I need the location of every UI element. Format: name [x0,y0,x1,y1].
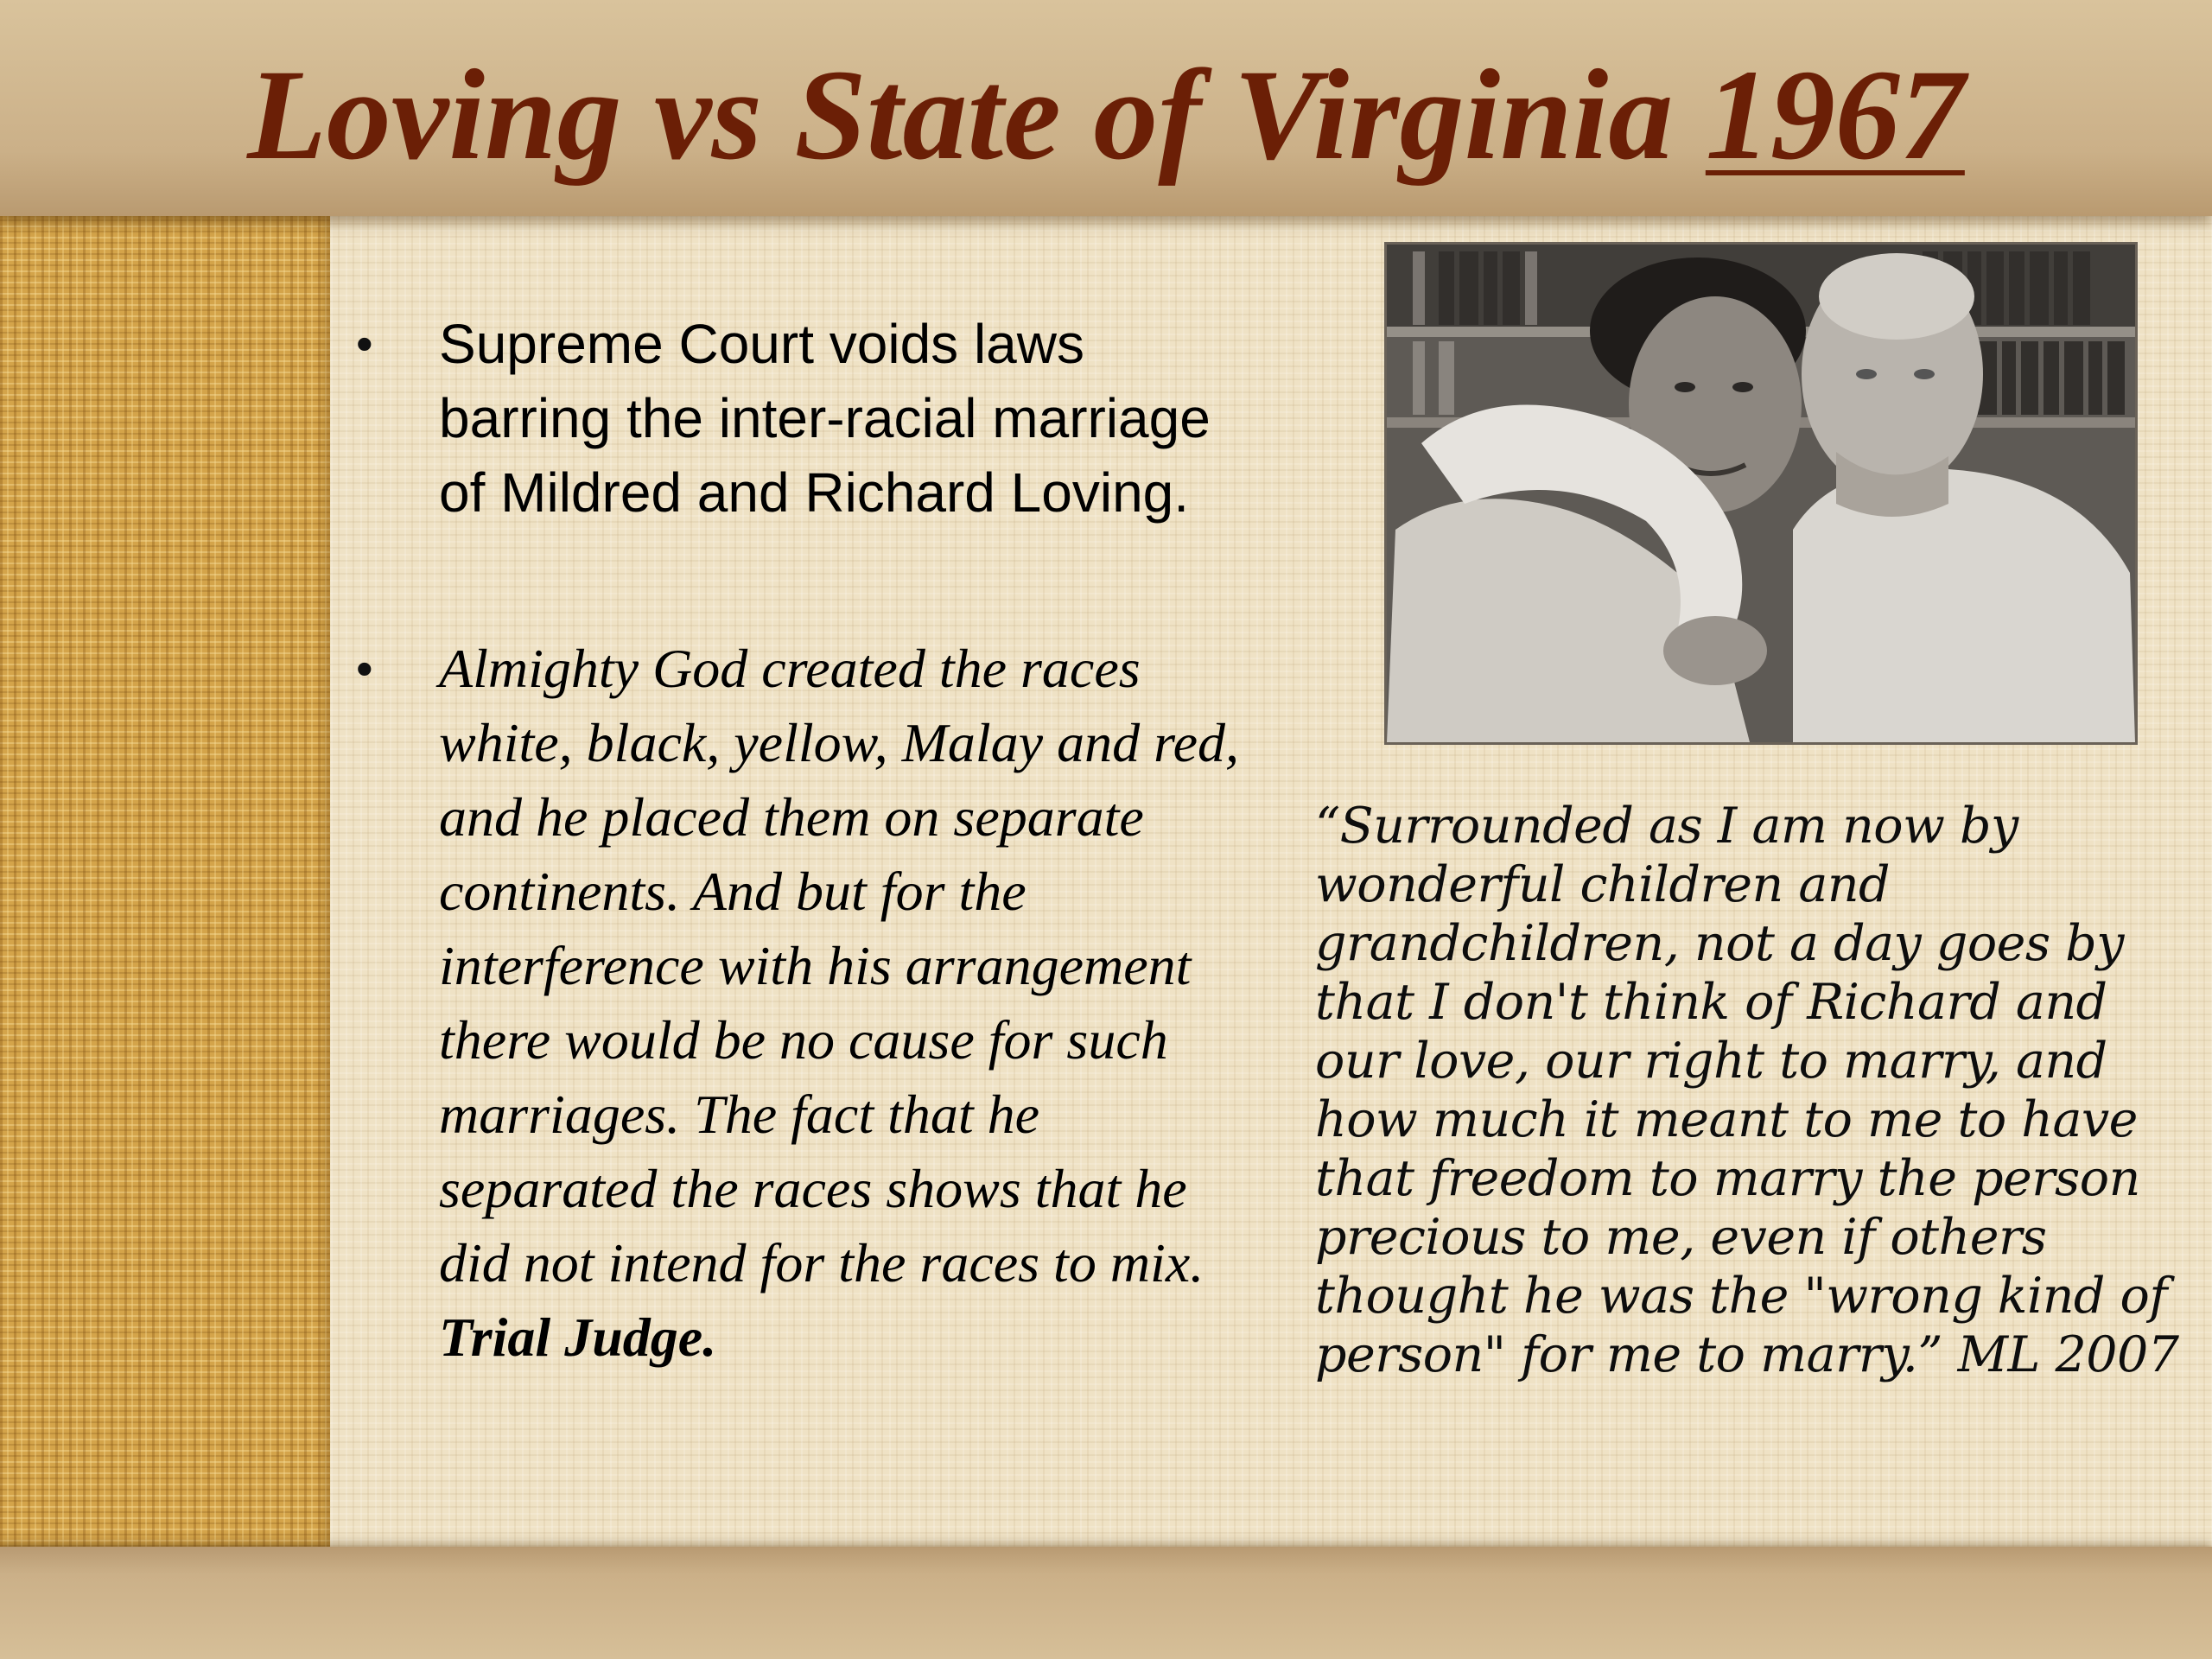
bullet-item [346,307,1262,530]
lovings-photo [1384,242,2138,745]
left-gold-strip [0,216,330,1547]
bullet-icon: • [356,641,373,696]
bullet-text: Supreme Court voids laws barring the inter-racial marriage of Mildred and Richard Loving. [439,313,1211,524]
slide-title [0,41,2212,188]
bullet-list [346,307,1262,1375]
title-band [0,0,2212,216]
judge-attribution: Trial Judge. [439,1306,717,1368]
bullet-icon: • [356,316,373,371]
bottom-band [0,1547,2212,1659]
bullet-quote [439,632,1243,1375]
mildred-loving-quote: “Surrounded as I am now by wonderful children and grandchildren, not a day goes by that I don't think of Richard and our love, our right to marry, and how much it meant to me to have that freedom to marry the person precious to me, even if others thought he was the "wrong kind of person" for me to marry.” ML 2007 [1315,798,2179,1383]
judge-quote-text: Almighty God created the races white, black, yellow, Malay and red, and he placed them on separate continents. And but for the interference with his arrangement there would be no cause for such marriages. The fact that he separated the races shows that he did not intend for the races to mix. [439,638,1239,1294]
title-main: Loving vs State of Virginia [247,43,1706,187]
bullet-item [346,632,1262,1375]
title-year: 1967 [1705,43,1965,187]
